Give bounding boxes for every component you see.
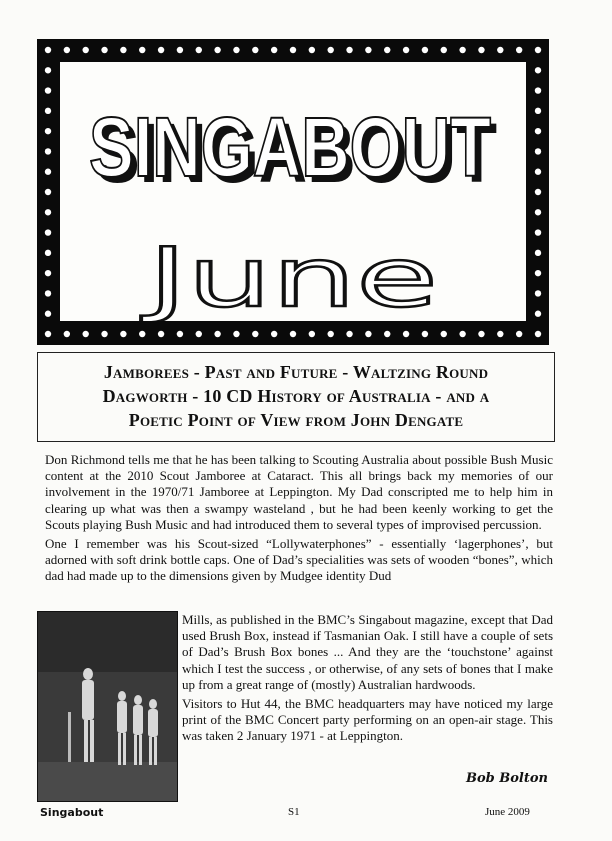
article-paragraph-2: One I remember was his Scout-sized “Lollywaterphones” - essentially ‘lagerphones’, but adorned with soft drink bottle caps. One of Dad’s specialities was sets of wooden “bones”, which dad had made up to the dimensions given by Mudgee identity Dud (45, 536, 553, 584)
marquee-light-dot (535, 270, 541, 276)
marquee-light-dot (45, 47, 51, 53)
marquee-light-dot (45, 169, 51, 175)
marquee-light-dot (45, 108, 51, 114)
marquee-light-dot (45, 311, 51, 317)
banner-month: June (139, 231, 438, 321)
author-signature: Bob Bolton (466, 771, 548, 786)
photo-image (38, 612, 177, 801)
marquee-light-dot (384, 47, 390, 53)
marquee-light-dot (101, 331, 107, 337)
marquee-light-dot (233, 331, 239, 337)
article-paragraph-3: Visitors to Hut 44, the BMC headquarters may have noticed my large print of the BMC Concert party performing on an open-air stage. This was taken 2 January 1971 - at Leppington. (182, 696, 553, 744)
headline-line-3: Poetic Point of View from John Dengate (128, 410, 464, 430)
marquee-light-dot (101, 47, 107, 53)
marquee-light-dot (346, 47, 352, 53)
marquee-light-dot (535, 47, 541, 53)
marquee-light-dot (252, 47, 258, 53)
marquee-light-dot (365, 331, 371, 337)
marquee-light-dot (535, 87, 541, 93)
marquee-light-dot (441, 331, 447, 337)
marquee-light-dot (139, 47, 145, 53)
footer-date: June 2009 (485, 806, 530, 818)
article-paragraph-2-continued: Mills, as published in the BMC’s Singabout magazine, except that Dad used Brush Box, instead if Tasmanian Oak. I still have a couple of sets of Dad’s Brush Box bones ... And they are the ‘touchstone’ against which I test the success , or otherwise, of any sets of bones that I make up from a great range of (mostly) Australian hardwoods. (182, 612, 553, 692)
marquee-light-dot (45, 189, 51, 195)
marquee-light-dot (365, 47, 371, 53)
banner-panel (60, 62, 526, 321)
headline-line-2: Dagworth - 10 CD History of Australia - and a (102, 386, 490, 406)
marquee-light-dot (196, 47, 202, 53)
marquee-light-dot (82, 47, 88, 53)
marquee-light-dot (309, 331, 315, 337)
headline-box (37, 352, 555, 442)
marquee-light-dot (158, 331, 164, 337)
marquee-light-dot (45, 148, 51, 154)
marquee-light-dot (139, 331, 145, 337)
marquee-light-dot (535, 108, 541, 114)
marquee-light-dot (214, 331, 220, 337)
marquee-light-dot (290, 331, 296, 337)
marquee-light-dot (459, 331, 465, 337)
marquee-banner (37, 39, 549, 345)
marquee-light-dot (384, 331, 390, 337)
marquee-light-dot (535, 229, 541, 235)
marquee-light-dot (535, 189, 541, 195)
marquee-light-dot (516, 331, 522, 337)
marquee-light-dot (45, 87, 51, 93)
marquee-light-dot (271, 331, 277, 337)
marquee-light-dot (64, 47, 70, 53)
marquee-light-dot (478, 331, 484, 337)
marquee-light-dot (422, 331, 428, 337)
article-wrapped-text (182, 612, 553, 748)
marquee-light-dot (45, 229, 51, 235)
marquee-light-dot (120, 331, 126, 337)
marquee-light-dot (403, 47, 409, 53)
marquee-light-dot (64, 331, 70, 337)
marquee-light-dot (497, 331, 503, 337)
marquee-light-dot (516, 47, 522, 53)
marquee-light-dot (327, 331, 333, 337)
marquee-light-dot (45, 290, 51, 296)
marquee-light-dot (309, 47, 315, 53)
marquee-light-dot (82, 331, 88, 337)
marquee-light-dot (497, 47, 503, 53)
marquee-light-dot (177, 331, 183, 337)
marquee-light-dot (196, 331, 202, 337)
marquee-light-dot (45, 250, 51, 256)
marquee-light-dot (535, 331, 541, 337)
marquee-light-dot (45, 209, 51, 215)
headline-line-1: Jamborees - Past and Future - Waltzing Round (103, 362, 489, 382)
marquee-light-dot (233, 47, 239, 53)
marquee-light-dot (535, 311, 541, 317)
marquee-light-dot (120, 47, 126, 53)
marquee-light-dot (45, 128, 51, 134)
marquee-light-dot (459, 47, 465, 53)
concert-party-photo (37, 611, 178, 802)
marquee-light-dot (535, 209, 541, 215)
marquee-light-dot (214, 47, 220, 53)
marquee-light-dot (290, 47, 296, 53)
marquee-light-dot (45, 270, 51, 276)
marquee-light-dot (177, 47, 183, 53)
marquee-light-dot (441, 47, 447, 53)
banner-title-art (60, 62, 526, 321)
marquee-light-dot (346, 331, 352, 337)
marquee-light-dot (403, 331, 409, 337)
marquee-light-dot (45, 67, 51, 73)
marquee-light-dot (45, 331, 51, 337)
footer-page-number: S1 (288, 806, 300, 818)
marquee-light-dot (535, 169, 541, 175)
marquee-light-dot (535, 148, 541, 154)
banner-title: SINGABOUT (89, 100, 491, 194)
footer-publication: Singabout (40, 806, 104, 819)
marquee-light-dot (271, 47, 277, 53)
marquee-light-dot (422, 47, 428, 53)
marquee-light-dot (535, 128, 541, 134)
article-paragraph-1: Don Richmond tells me that he has been talking to Scouting Australia about possible Bush Music content at the 2010 Scout Jamboree at Cataract. This all brings back my memories of our involvement in the 1970/71 Jamboree at Leppington. My Dad conscripted me to help him in clearing up what was then a swampy wasteland , but he had been keenly working to get the Scouts playing Bush Music and had introduced them to several types of improvised percussion. (45, 452, 553, 532)
banner-title-shadow: SINGABOUT (95, 106, 497, 200)
article-body (45, 452, 553, 588)
marquee-light-dot (158, 47, 164, 53)
marquee-light-dot (535, 250, 541, 256)
marquee-light-dot (535, 67, 541, 73)
marquee-light-dot (478, 47, 484, 53)
marquee-light-dot (252, 331, 258, 337)
marquee-light-dot (535, 290, 541, 296)
marquee-light-dot (327, 47, 333, 53)
